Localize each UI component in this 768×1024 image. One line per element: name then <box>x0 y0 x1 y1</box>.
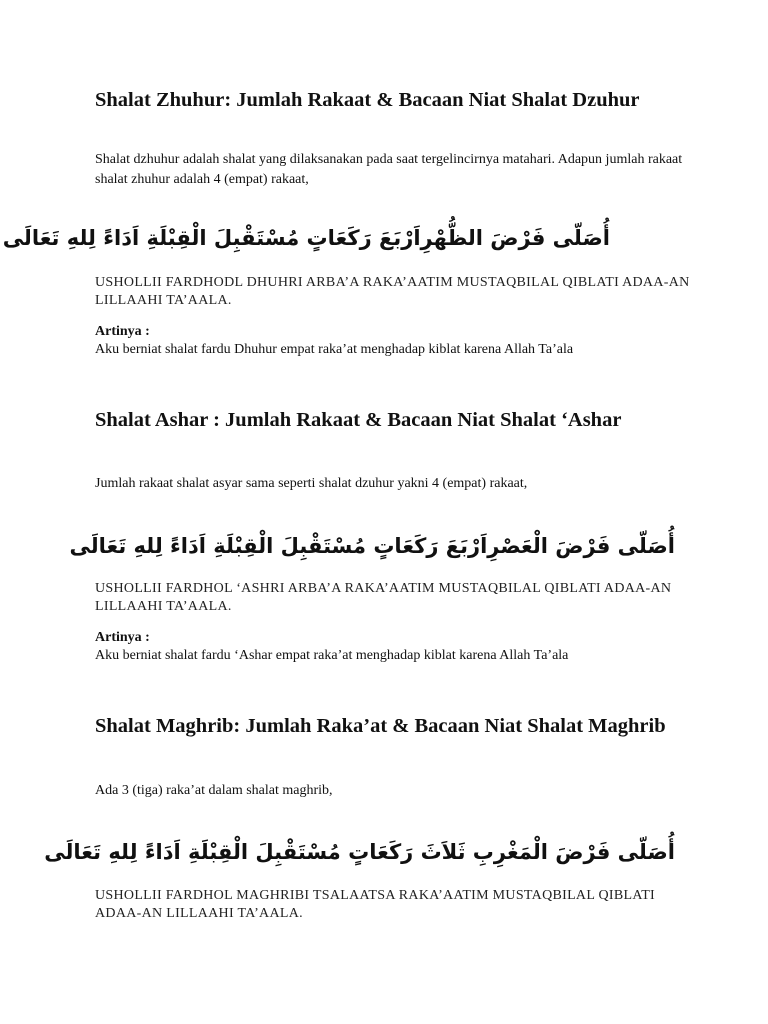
arabic-niat-ashar: أُصَلّى فَرْضَ الْعَصْرِاَرْبَعَ رَكَعَاتٍ مُسْتَقْبِلَ الْقِبْلَةِ اَدَاءً لِلهِ تَعَالَى <box>69 534 675 558</box>
section-intro-zhuhur: Shalat dzhuhur adalah shalat yang dilaksanakan pada saat tergelincirnya matahari. Adapun jumlah rakaat shalat zhuhur adalah 4 (empat) rakaat, <box>95 152 683 187</box>
transliteration-ashar: USHOLLII FARDHOL ‘ASHRI ARBA’A RAKA’AATIM MUSTAQBILAL QIBLATI ADAA-AN LILLAAHI TA’AALA. <box>95 581 672 614</box>
section-intro-maghrib: Ada 3 (tiga) raka’at dalam shalat maghrib, <box>95 783 333 798</box>
meaning-label-ashar: Artinya : <box>95 630 150 645</box>
section-heading-maghrib: Shalat Maghrib: Jumlah Raka’at & Bacaan Niat Shalat Maghrib <box>95 715 666 737</box>
section-heading-ashar: Shalat Ashar : Jumlah Rakaat & Bacaan Niat Shalat ‘Ashar <box>95 409 622 431</box>
transliteration-zhuhur: USHOLLII FARDHODL DHUHRI ARBA’A RAKA’AATIM MUSTAQBILAL QIBLATI ADAA-AN LILLAAHI TA’AALA. <box>95 275 690 308</box>
meaning-ashar: Aku berniat shalat fardu ‘Ashar empat raka’at menghadap kiblat karena Allah Ta’ala <box>95 648 569 663</box>
section-intro-ashar: Jumlah rakaat shalat asyar sama seperti shalat dzuhur yakni 4 (empat) rakaat, <box>95 476 528 491</box>
meaning-zhuhur: Aku berniat shalat fardu Dhuhur empat raka’at menghadap kiblat karena Allah Ta’ala <box>95 342 574 357</box>
section-heading-zhuhur: Shalat Zhuhur: Jumlah Rakaat & Bacaan Niat Shalat Dzuhur <box>95 89 640 111</box>
transliteration-maghrib: USHOLLII FARDHOL MAGHRIBI TSALAATSA RAKA’AATIM MUSTAQBILAL QIBLATI ADAA-AN LILLAAHI TA’AALA. <box>95 888 656 921</box>
arabic-niat-zhuhur: أُصَلّى فَرْضَ الظُّهْرِاَرْبَعَ رَكَعَاتٍ مُسْتَقْبِلَ الْقِبْلَةِ اَدَاءً لِلهِ تَعَالَى <box>2 226 610 250</box>
arabic-niat-maghrib: أُصَلّى فَرْضَ الْمَغْرِبِ ثَلاَثَ رَكَعَاتٍ مُسْتَقْبِلَ الْقِبْلَةِ اَدَاءً لِلهِ تَعَالَى <box>44 840 675 864</box>
meaning-label-zhuhur: Artinya : <box>95 324 150 339</box>
